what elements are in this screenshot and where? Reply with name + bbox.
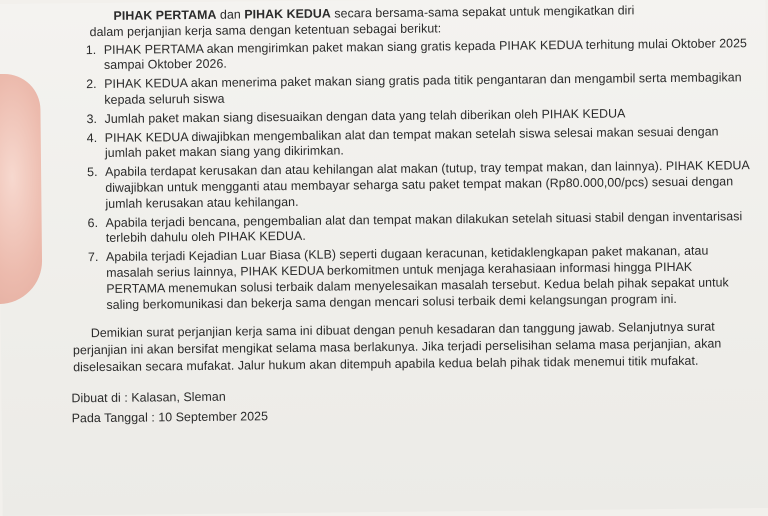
term-item [60,70,750,109]
term-number: 6. [87,215,99,230]
agreement-text [59,2,753,429]
term-item [60,36,750,75]
term-number: 1. [85,42,97,57]
term-number: 2. [86,77,97,92]
term-text: Apabila terdapat kerusakan dan atau kehilangan alat makan (tutup, tray tempat makan, dan lainnya). PIHAK KEDUA diwajibkan untuk mengganti atau membayar seharga satu paket tempat makan (Rp80.000,00/pcs) sesuai dengan jumlah kerusakan atau kehilangan. [105,158,750,211]
date-line: Pada Tanggal : 10 September 2025 [71,409,269,426]
intro-line-2: dalam perjanjian kerja sama dengan ketentuan sebagai berikut: [89,21,442,39]
term-item [61,124,751,163]
term-text: Jumlah paket makan siang disesuaikan dengan data yang telah diberikan oleh PIHAK KEDUA [104,106,626,126]
term-text: Apabila terjadi bencana, pengembalian alat dan tempat makan dilakukan setelah situasi stabil dengan inventarisasi terlebih dahulu oleh PIHAK KEDUA. [105,208,743,246]
term-number: 3. [86,111,98,126]
and-word: dan [219,7,241,22]
terms-list [60,36,753,314]
term-number: 7. [87,250,99,265]
term-item [62,243,753,313]
term-number: 4. [86,130,98,145]
term-item [61,158,751,213]
term-number: 5. [87,165,98,180]
closing-paragraph: Demikian surat perjanjian kerja sama ini dibuat dengan penuh kesadaran dan tanggung jawab. Selanjutnya surat perjanjian ini akan bersifat mengikat selama masa berlakunya. Jika terjadi perselisihan selama masa perjanjian, akan diselesaikan secara mufakat. Jalur hukum akan ditempuh apabila kedua belah pihak tidak menemui titik mufakat. [72,319,722,375]
party-one: PIHAK PERTAMA [113,7,217,23]
term-text: PIHAK KEDUA akan menerima paket makan siang gratis pada titik pengantaran dan mengambil serta membagikan kepada seluruh siswa [104,70,742,107]
intro-paragraph [59,2,749,41]
intro-line-1-rest: secara bersama-sama sepakat untuk mengikatkan diri [334,3,635,21]
place-date-block [71,381,753,428]
term-text: PIHAK KEDUA diwajibkan mengembalikan alat dan tempat makan setelah siswa selesai makan sesuai dengan jumlah paket makan siang yang dikirimkan. [104,124,719,161]
finger-at-edge [0,74,42,305]
made-at-line: Dibuat di : Kalasan, Sleman [71,390,226,406]
party-two: PIHAK KEDUA [244,6,331,22]
term-text: PIHAK PERTAMA akan mengirimkan paket makan siang gratis kepada PIHAK KEDUA terhitung mulai Oktober 2025 sampai Oktober 2026. [103,35,747,73]
term-item [62,209,752,248]
term-text: Apabila terjadi Kejadian Luar Biasa (KLB) seperti dugaan keracunan, ketidaklengkapan paket makanan, atau masalah serius lainnya, PIHAK KEDUA berkomitmen untuk menjaga kerahasiaan informasi hingga PIHAK PERTAMA menemukan solusi terbaik dalam menyelesaikan masalah tersebut. Kedua belah pihak sepakat untuk saling berkomunikasi dan bekerja sama dengan mencari solusi terbaik demi kelangsungan program ini. [105,243,729,312]
